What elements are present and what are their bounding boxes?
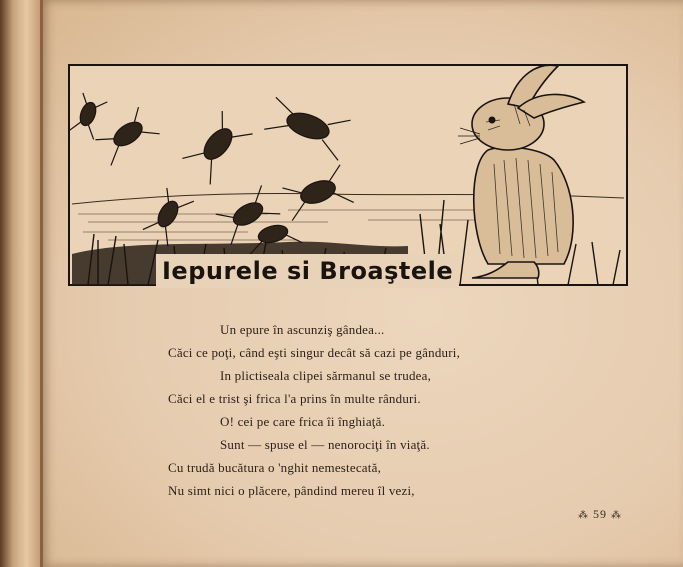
woodcut-illustration (68, 64, 628, 286)
story-title: Iepurele si Broaştele (156, 254, 459, 288)
poem-line: Nu simt nici o plăcere, pândind mereu îl vezi, (168, 483, 415, 498)
ornament-right-icon: ⁂ (611, 510, 622, 521)
book-binding (0, 0, 44, 567)
ornament-left-icon: ⁂ (578, 510, 589, 521)
poem-line: O! cei pe care frica îi înghiaţă. (220, 414, 386, 429)
poem-line: Sunt — spuse el — nenorociţi în viaţă. (220, 437, 430, 452)
page-number-block (578, 507, 622, 522)
page-crease (40, 0, 43, 567)
page-number: 59 (593, 507, 607, 521)
poem-line: Cu trudă bucătura o 'nghit nemestecată, (168, 460, 382, 475)
poem-line: Un epure în ascunziş gândea... (220, 322, 385, 337)
poem-line: In plictiseala clipei sărmanul se trudea, (220, 368, 432, 383)
poem-line: Căci el e trist şi frica l'a prins în multe rânduri. (168, 391, 421, 406)
poem-line: Căci ce poţi, când eşti singur decât să cazi pe gânduri, (168, 345, 461, 360)
